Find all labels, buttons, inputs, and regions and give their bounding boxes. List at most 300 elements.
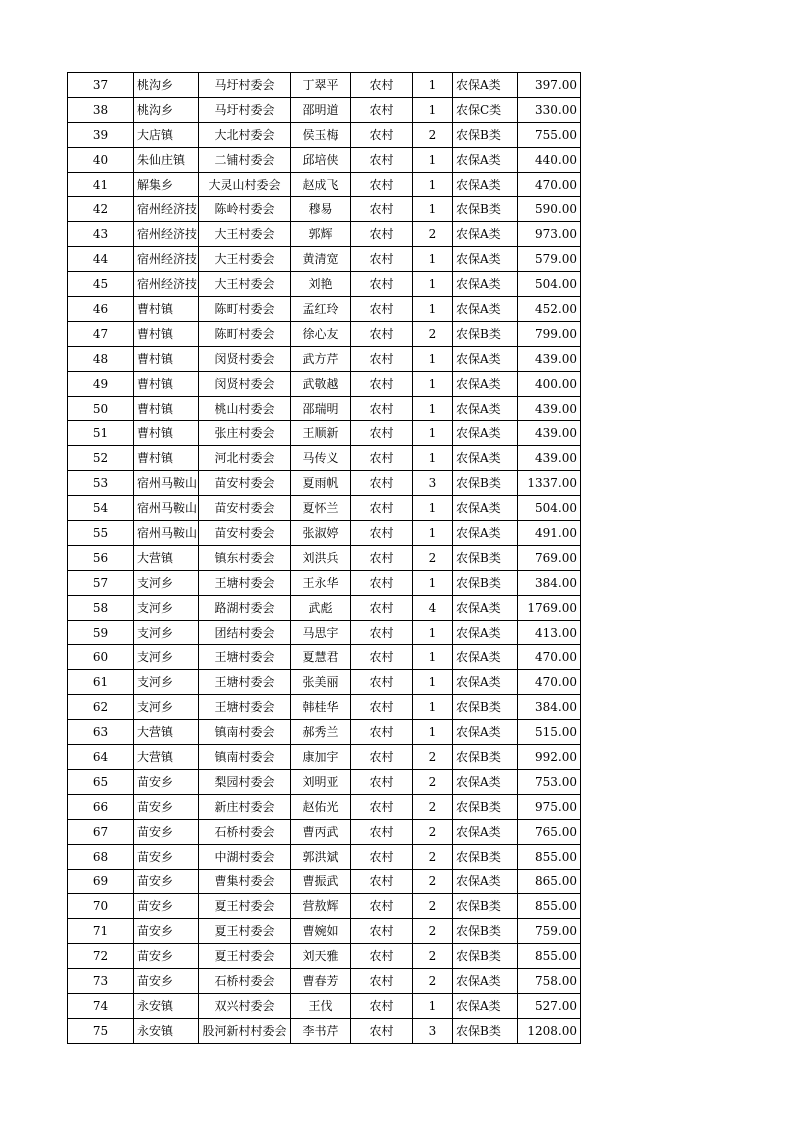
table-row (68, 446, 581, 471)
household-count-cell: 1 (413, 496, 453, 521)
town-cell: 朱仙庄镇 (134, 147, 199, 172)
amount-cell: 1208.00 (518, 1018, 581, 1043)
household-count-cell: 2 (413, 819, 453, 844)
area-type-cell: 农村 (351, 595, 413, 620)
town-cell: 曹村镇 (134, 346, 199, 371)
table-row (68, 745, 581, 770)
area-type-cell: 农村 (351, 919, 413, 944)
town-cell: 支河乡 (134, 670, 199, 695)
village-committee-cell: 夏王村委会 (199, 894, 291, 919)
amount-cell: 397.00 (518, 73, 581, 98)
area-type-cell: 农村 (351, 695, 413, 720)
town-cell: 桃沟乡 (134, 73, 199, 98)
insurance-category-cell: 农保B类 (453, 894, 518, 919)
row-number-cell: 49 (68, 371, 134, 396)
person-name-cell: 刘天雅 (291, 944, 351, 969)
table-row (68, 396, 581, 421)
table-row (68, 969, 581, 994)
table-row (68, 819, 581, 844)
insurance-category-cell: 农保B类 (453, 944, 518, 969)
area-type-cell: 农村 (351, 371, 413, 396)
village-committee-cell: 苗安村委会 (199, 521, 291, 546)
amount-cell: 440.00 (518, 147, 581, 172)
town-cell: 宿州马鞍山 (134, 496, 199, 521)
amount-cell: 384.00 (518, 570, 581, 595)
area-type-cell: 农村 (351, 745, 413, 770)
row-number-cell: 67 (68, 819, 134, 844)
row-number-cell: 61 (68, 670, 134, 695)
insurance-category-cell: 农保A类 (453, 993, 518, 1018)
person-name-cell: 徐心友 (291, 321, 351, 346)
area-type-cell: 农村 (351, 720, 413, 745)
town-cell: 苗安乡 (134, 969, 199, 994)
person-name-cell: 王伐 (291, 993, 351, 1018)
amount-cell: 330.00 (518, 97, 581, 122)
table-row (68, 496, 581, 521)
person-name-cell: 刘明亚 (291, 769, 351, 794)
table-row (68, 73, 581, 98)
insurance-category-cell: 农保A类 (453, 172, 518, 197)
relief-roster-table (67, 72, 581, 1044)
person-name-cell: 刘洪兵 (291, 545, 351, 570)
town-cell: 宿州经济技 (134, 197, 199, 222)
household-count-cell: 1 (413, 570, 453, 595)
area-type-cell: 农村 (351, 1018, 413, 1043)
village-committee-cell: 镇南村委会 (199, 745, 291, 770)
household-count-cell: 2 (413, 794, 453, 819)
village-committee-cell: 夏王村委会 (199, 944, 291, 969)
amount-cell: 992.00 (518, 745, 581, 770)
household-count-cell: 3 (413, 471, 453, 496)
insurance-category-cell: 农保B类 (453, 471, 518, 496)
amount-cell: 527.00 (518, 993, 581, 1018)
insurance-category-cell: 农保B类 (453, 570, 518, 595)
amount-cell: 765.00 (518, 819, 581, 844)
table-body (68, 73, 581, 1044)
amount-cell: 1337.00 (518, 471, 581, 496)
amount-cell: 439.00 (518, 446, 581, 471)
area-type-cell: 农村 (351, 471, 413, 496)
person-name-cell: 郭辉 (291, 222, 351, 247)
table-row (68, 222, 581, 247)
town-cell: 永安镇 (134, 1018, 199, 1043)
amount-cell: 973.00 (518, 222, 581, 247)
village-committee-cell: 张庄村委会 (199, 421, 291, 446)
insurance-category-cell: 农保A类 (453, 620, 518, 645)
area-type-cell: 农村 (351, 670, 413, 695)
village-committee-cell: 王塘村委会 (199, 570, 291, 595)
table-row (68, 844, 581, 869)
person-name-cell: 邵明道 (291, 97, 351, 122)
town-cell: 宿州经济技 (134, 272, 199, 297)
amount-cell: 590.00 (518, 197, 581, 222)
table-row (68, 545, 581, 570)
row-number-cell: 59 (68, 620, 134, 645)
village-committee-cell: 苗安村委会 (199, 471, 291, 496)
insurance-category-cell: 农保B类 (453, 321, 518, 346)
row-number-cell: 53 (68, 471, 134, 496)
table-row (68, 595, 581, 620)
household-count-cell: 1 (413, 147, 453, 172)
person-name-cell: 康加宇 (291, 745, 351, 770)
insurance-category-cell: 农保A类 (453, 670, 518, 695)
village-committee-cell: 大灵山村委会 (199, 172, 291, 197)
insurance-category-cell: 农保B类 (453, 1018, 518, 1043)
village-committee-cell: 镇南村委会 (199, 720, 291, 745)
village-committee-cell: 二铺村委会 (199, 147, 291, 172)
insurance-category-cell: 农保A类 (453, 446, 518, 471)
row-number-cell: 62 (68, 695, 134, 720)
household-count-cell: 2 (413, 769, 453, 794)
household-count-cell: 1 (413, 670, 453, 695)
person-name-cell: 夏雨帆 (291, 471, 351, 496)
insurance-category-cell: 农保B类 (453, 919, 518, 944)
area-type-cell: 农村 (351, 645, 413, 670)
town-cell: 支河乡 (134, 645, 199, 670)
area-type-cell: 农村 (351, 396, 413, 421)
amount-cell: 413.00 (518, 620, 581, 645)
household-count-cell: 2 (413, 745, 453, 770)
village-committee-cell: 石桥村委会 (199, 969, 291, 994)
town-cell: 宿州经济技 (134, 222, 199, 247)
town-cell: 苗安乡 (134, 794, 199, 819)
town-cell: 苗安乡 (134, 819, 199, 844)
person-name-cell: 郭洪斌 (291, 844, 351, 869)
area-type-cell: 农村 (351, 73, 413, 98)
insurance-category-cell: 农保A类 (453, 371, 518, 396)
row-number-cell: 66 (68, 794, 134, 819)
table-row (68, 371, 581, 396)
household-count-cell: 2 (413, 122, 453, 147)
person-name-cell: 曹振武 (291, 869, 351, 894)
area-type-cell: 农村 (351, 247, 413, 272)
person-name-cell: 赵成飞 (291, 172, 351, 197)
amount-cell: 504.00 (518, 496, 581, 521)
town-cell: 支河乡 (134, 620, 199, 645)
row-number-cell: 56 (68, 545, 134, 570)
insurance-category-cell: 农保B类 (453, 745, 518, 770)
person-name-cell: 曹婉如 (291, 919, 351, 944)
person-name-cell: 郝秀兰 (291, 720, 351, 745)
area-type-cell: 农村 (351, 944, 413, 969)
table-row (68, 421, 581, 446)
row-number-cell: 71 (68, 919, 134, 944)
row-number-cell: 52 (68, 446, 134, 471)
household-count-cell: 2 (413, 894, 453, 919)
household-count-cell: 2 (413, 222, 453, 247)
person-name-cell: 邵瑞明 (291, 396, 351, 421)
amount-cell: 855.00 (518, 944, 581, 969)
table-row (68, 272, 581, 297)
town-cell: 苗安乡 (134, 844, 199, 869)
row-number-cell: 51 (68, 421, 134, 446)
table-row (68, 670, 581, 695)
table-row (68, 919, 581, 944)
area-type-cell: 农村 (351, 894, 413, 919)
insurance-category-cell: 农保A类 (453, 147, 518, 172)
insurance-category-cell: 农保B类 (453, 545, 518, 570)
amount-cell: 452.00 (518, 297, 581, 322)
village-committee-cell: 路湖村委会 (199, 595, 291, 620)
village-committee-cell: 马圩村委会 (199, 73, 291, 98)
table-row (68, 695, 581, 720)
insurance-category-cell: 农保C类 (453, 97, 518, 122)
table-row (68, 247, 581, 272)
table-row (68, 620, 581, 645)
village-committee-cell: 中湖村委会 (199, 844, 291, 869)
insurance-category-cell: 农保B类 (453, 695, 518, 720)
area-type-cell: 农村 (351, 769, 413, 794)
amount-cell: 515.00 (518, 720, 581, 745)
row-number-cell: 63 (68, 720, 134, 745)
area-type-cell: 农村 (351, 321, 413, 346)
town-cell: 宿州经济技 (134, 247, 199, 272)
area-type-cell: 农村 (351, 147, 413, 172)
amount-cell: 865.00 (518, 869, 581, 894)
area-type-cell: 农村 (351, 794, 413, 819)
insurance-category-cell: 农保A类 (453, 73, 518, 98)
household-count-cell: 2 (413, 844, 453, 869)
village-committee-cell: 镇东村委会 (199, 545, 291, 570)
person-name-cell: 韩桂华 (291, 695, 351, 720)
town-cell: 桃沟乡 (134, 97, 199, 122)
town-cell: 苗安乡 (134, 769, 199, 794)
row-number-cell: 39 (68, 122, 134, 147)
household-count-cell: 2 (413, 919, 453, 944)
village-committee-cell: 陈岭村委会 (199, 197, 291, 222)
area-type-cell: 农村 (351, 993, 413, 1018)
insurance-category-cell: 农保A类 (453, 819, 518, 844)
household-count-cell: 1 (413, 620, 453, 645)
table-row (68, 147, 581, 172)
town-cell: 曹村镇 (134, 297, 199, 322)
person-name-cell: 曹丙武 (291, 819, 351, 844)
insurance-category-cell: 农保A类 (453, 869, 518, 894)
insurance-category-cell: 农保A类 (453, 521, 518, 546)
person-name-cell: 马思宇 (291, 620, 351, 645)
row-number-cell: 48 (68, 346, 134, 371)
village-committee-cell: 马圩村委会 (199, 97, 291, 122)
area-type-cell: 农村 (351, 446, 413, 471)
row-number-cell: 54 (68, 496, 134, 521)
amount-cell: 491.00 (518, 521, 581, 546)
table-row (68, 197, 581, 222)
area-type-cell: 农村 (351, 122, 413, 147)
town-cell: 苗安乡 (134, 894, 199, 919)
row-number-cell: 68 (68, 844, 134, 869)
household-count-cell: 1 (413, 645, 453, 670)
household-count-cell: 2 (413, 944, 453, 969)
amount-cell: 975.00 (518, 794, 581, 819)
village-committee-cell: 桃山村委会 (199, 396, 291, 421)
village-committee-cell: 曹集村委会 (199, 869, 291, 894)
village-committee-cell: 闵贤村委会 (199, 371, 291, 396)
amount-cell: 1769.00 (518, 595, 581, 620)
insurance-category-cell: 农保A类 (453, 272, 518, 297)
village-committee-cell: 股河新村村委会 (199, 1018, 291, 1043)
village-committee-cell: 双兴村委会 (199, 993, 291, 1018)
table-row (68, 869, 581, 894)
town-cell: 大营镇 (134, 720, 199, 745)
amount-cell: 799.00 (518, 321, 581, 346)
insurance-category-cell: 农保A类 (453, 222, 518, 247)
amount-cell: 855.00 (518, 894, 581, 919)
person-name-cell: 侯玉梅 (291, 122, 351, 147)
insurance-category-cell: 农保A类 (453, 396, 518, 421)
table-row (68, 894, 581, 919)
area-type-cell: 农村 (351, 844, 413, 869)
amount-cell: 384.00 (518, 695, 581, 720)
town-cell: 曹村镇 (134, 321, 199, 346)
table-row (68, 944, 581, 969)
household-count-cell: 1 (413, 446, 453, 471)
town-cell: 支河乡 (134, 695, 199, 720)
person-name-cell: 李书芹 (291, 1018, 351, 1043)
area-type-cell: 农村 (351, 570, 413, 595)
person-name-cell: 张淑婷 (291, 521, 351, 546)
amount-cell: 470.00 (518, 645, 581, 670)
area-type-cell: 农村 (351, 97, 413, 122)
insurance-category-cell: 农保A类 (453, 421, 518, 446)
insurance-category-cell: 农保B类 (453, 844, 518, 869)
household-count-cell: 1 (413, 371, 453, 396)
table-row (68, 993, 581, 1018)
town-cell: 曹村镇 (134, 446, 199, 471)
village-committee-cell: 陈町村委会 (199, 321, 291, 346)
area-type-cell: 农村 (351, 421, 413, 446)
town-cell: 解集乡 (134, 172, 199, 197)
table-row (68, 570, 581, 595)
insurance-category-cell: 农保A类 (453, 346, 518, 371)
town-cell: 曹村镇 (134, 396, 199, 421)
row-number-cell: 73 (68, 969, 134, 994)
row-number-cell: 64 (68, 745, 134, 770)
village-committee-cell: 闵贤村委会 (199, 346, 291, 371)
amount-cell: 579.00 (518, 247, 581, 272)
table-row (68, 720, 581, 745)
person-name-cell: 武敬越 (291, 371, 351, 396)
town-cell: 曹村镇 (134, 421, 199, 446)
person-name-cell: 赵佑光 (291, 794, 351, 819)
insurance-category-cell: 农保A类 (453, 969, 518, 994)
village-committee-cell: 石桥村委会 (199, 819, 291, 844)
village-committee-cell: 大王村委会 (199, 222, 291, 247)
table-row (68, 172, 581, 197)
row-number-cell: 40 (68, 147, 134, 172)
village-committee-cell: 王塘村委会 (199, 695, 291, 720)
town-cell: 宿州马鞍山 (134, 521, 199, 546)
village-committee-cell: 大北村委会 (199, 122, 291, 147)
household-count-cell: 1 (413, 172, 453, 197)
amount-cell: 755.00 (518, 122, 581, 147)
household-count-cell: 1 (413, 346, 453, 371)
row-number-cell: 44 (68, 247, 134, 272)
area-type-cell: 农村 (351, 346, 413, 371)
amount-cell: 400.00 (518, 371, 581, 396)
village-committee-cell: 夏王村委会 (199, 919, 291, 944)
person-name-cell: 刘艳 (291, 272, 351, 297)
table-row (68, 645, 581, 670)
area-type-cell: 农村 (351, 521, 413, 546)
village-committee-cell: 新庄村委会 (199, 794, 291, 819)
area-type-cell: 农村 (351, 620, 413, 645)
row-number-cell: 69 (68, 869, 134, 894)
town-cell: 大店镇 (134, 122, 199, 147)
insurance-category-cell: 农保B类 (453, 794, 518, 819)
person-name-cell: 孟红玲 (291, 297, 351, 322)
row-number-cell: 38 (68, 97, 134, 122)
table-row (68, 521, 581, 546)
insurance-category-cell: 农保A类 (453, 595, 518, 620)
row-number-cell: 37 (68, 73, 134, 98)
table-row (68, 321, 581, 346)
household-count-cell: 1 (413, 297, 453, 322)
table-row (68, 794, 581, 819)
household-count-cell: 2 (413, 969, 453, 994)
town-cell: 支河乡 (134, 595, 199, 620)
row-number-cell: 60 (68, 645, 134, 670)
row-number-cell: 65 (68, 769, 134, 794)
household-count-cell: 2 (413, 869, 453, 894)
person-name-cell: 张美丽 (291, 670, 351, 695)
table-row (68, 346, 581, 371)
person-name-cell: 邱培侠 (291, 147, 351, 172)
person-name-cell: 武彪 (291, 595, 351, 620)
household-count-cell: 2 (413, 321, 453, 346)
person-name-cell: 营敖辉 (291, 894, 351, 919)
person-name-cell: 武方芹 (291, 346, 351, 371)
area-type-cell: 农村 (351, 172, 413, 197)
table-row (68, 769, 581, 794)
village-committee-cell: 大王村委会 (199, 247, 291, 272)
insurance-category-cell: 农保A类 (453, 720, 518, 745)
row-number-cell: 45 (68, 272, 134, 297)
household-count-cell: 3 (413, 1018, 453, 1043)
village-committee-cell: 苗安村委会 (199, 496, 291, 521)
amount-cell: 758.00 (518, 969, 581, 994)
row-number-cell: 50 (68, 396, 134, 421)
amount-cell: 504.00 (518, 272, 581, 297)
table-row (68, 97, 581, 122)
area-type-cell: 农村 (351, 496, 413, 521)
person-name-cell: 王永华 (291, 570, 351, 595)
town-cell: 苗安乡 (134, 919, 199, 944)
town-cell: 苗安乡 (134, 944, 199, 969)
row-number-cell: 74 (68, 993, 134, 1018)
village-committee-cell: 大王村委会 (199, 272, 291, 297)
insurance-category-cell: 农保A类 (453, 496, 518, 521)
row-number-cell: 41 (68, 172, 134, 197)
household-count-cell: 1 (413, 97, 453, 122)
village-committee-cell: 王塘村委会 (199, 670, 291, 695)
area-type-cell: 农村 (351, 297, 413, 322)
insurance-category-cell: 农保A类 (453, 645, 518, 670)
table-row (68, 1018, 581, 1043)
row-number-cell: 43 (68, 222, 134, 247)
table-row (68, 122, 581, 147)
area-type-cell: 农村 (351, 869, 413, 894)
row-number-cell: 47 (68, 321, 134, 346)
household-count-cell: 1 (413, 421, 453, 446)
village-committee-cell: 河北村委会 (199, 446, 291, 471)
row-number-cell: 75 (68, 1018, 134, 1043)
town-cell: 宿州马鞍山 (134, 471, 199, 496)
household-count-cell: 1 (413, 720, 453, 745)
person-name-cell: 黄清宽 (291, 247, 351, 272)
table-row (68, 471, 581, 496)
village-committee-cell: 王塘村委会 (199, 645, 291, 670)
household-count-cell: 1 (413, 695, 453, 720)
